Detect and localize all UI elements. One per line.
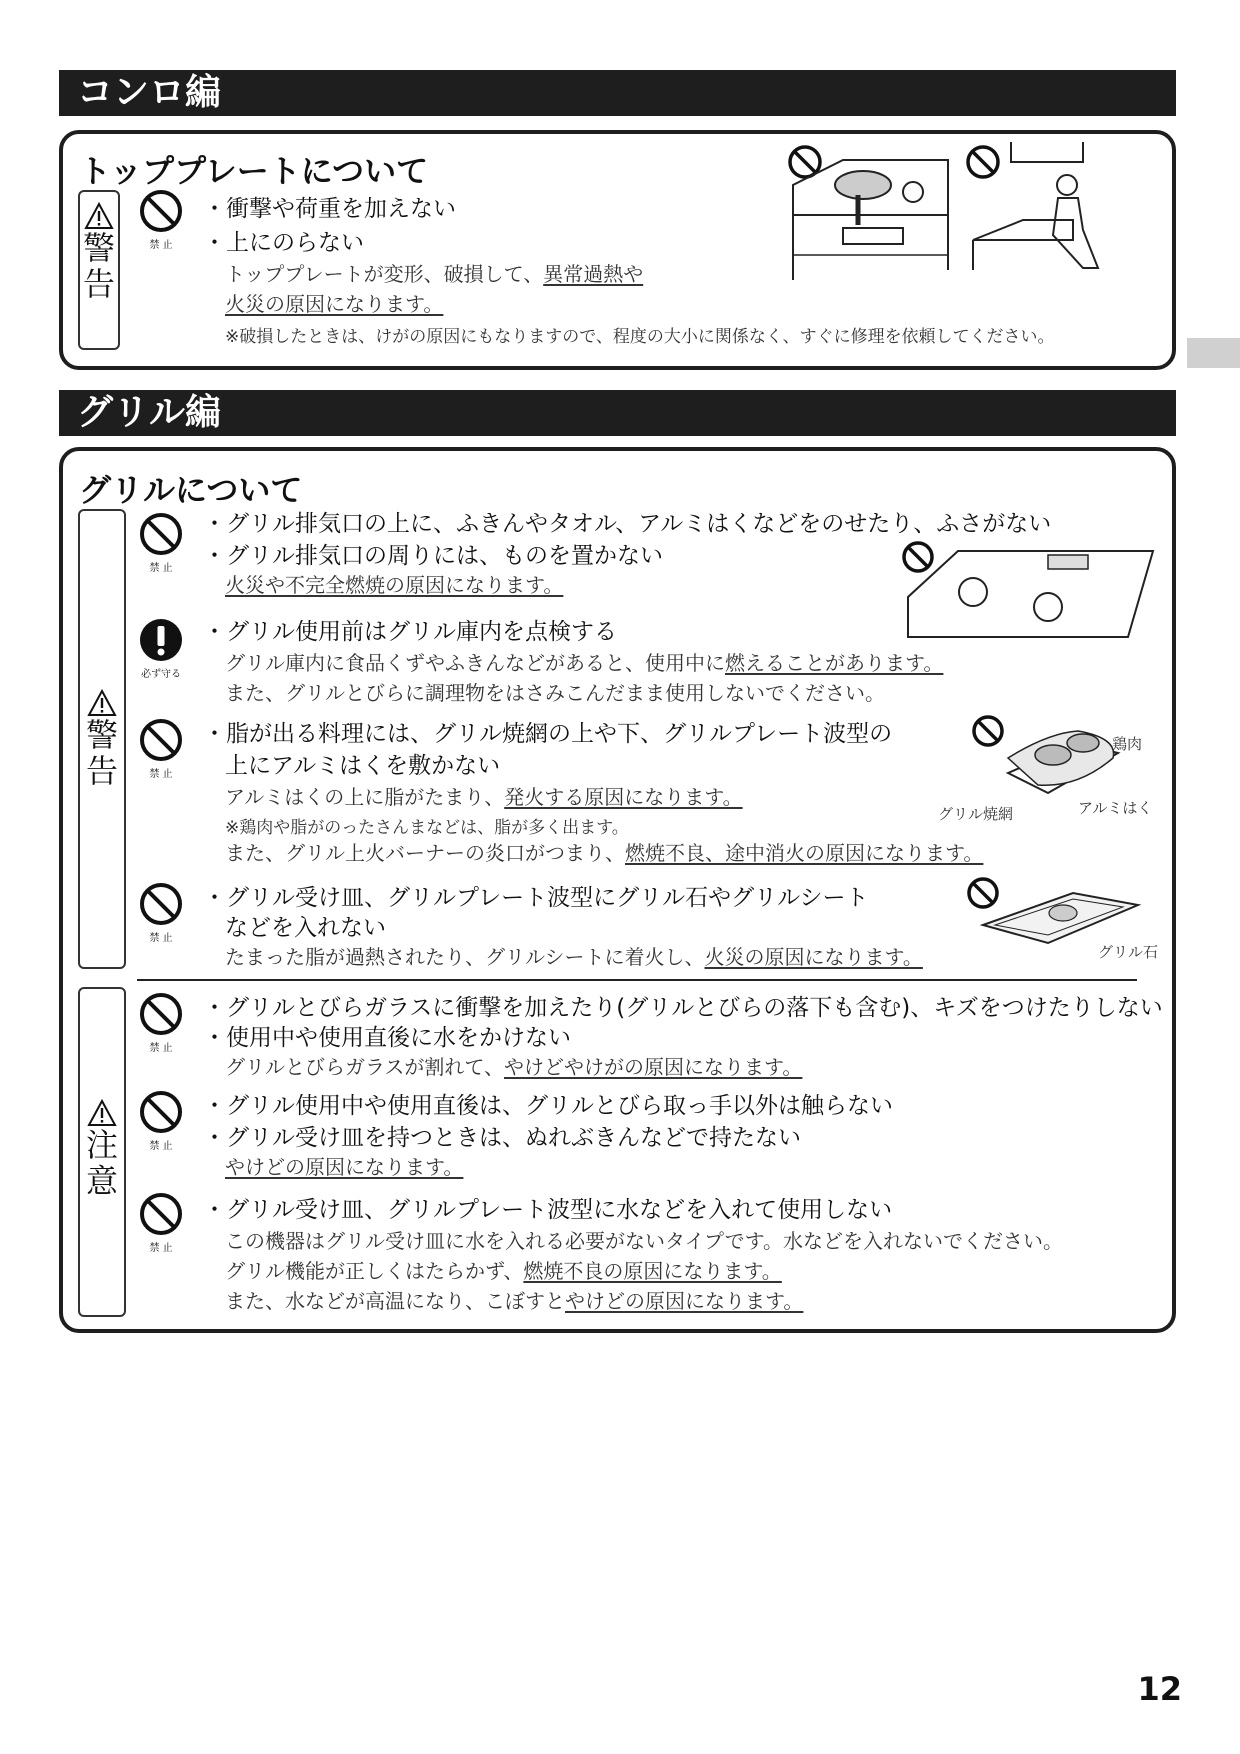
rule-heading: ・グリルとびらガラスに衝撃を加えたり(グリルとびらの落下も含む)、キズをつけたりしない (203, 995, 1163, 1021)
rule-note (225, 1285, 803, 1314)
top-plate-box (59, 130, 1176, 370)
rule-heading: ・グリル使用前はグリル庫内を点検する (203, 619, 617, 645)
caution-char-2: 意 (85, 1162, 118, 1200)
note-text: たまった脂が過熱されたり、グリルシートに着火し、 (225, 945, 705, 969)
prohibit-caption: 禁 止 (149, 1043, 173, 1054)
prohibit-symbol (131, 1089, 191, 1152)
rule-heading: ・脂が出る料理には、グリル焼網の上や下、グリルプレート波型の (203, 721, 893, 747)
section-divider (137, 979, 1137, 981)
grill-exhaust-illustration (898, 537, 1158, 647)
rule-note (225, 1051, 802, 1080)
prohibit-symbol (131, 188, 191, 251)
grill-title: グリルについて (79, 471, 303, 509)
warning-label (78, 509, 126, 969)
rule-note (225, 941, 923, 970)
caution-char-1: 注 (85, 1126, 118, 1164)
prohibit-caption: 禁 止 (149, 1141, 173, 1152)
note-underlined: 燃えることがあります。 (725, 651, 944, 675)
grill-box (59, 447, 1176, 1333)
rule-note (225, 781, 743, 810)
rule-heading: 上にアルミはくを敷かない (225, 753, 501, 779)
prohibit-icon (138, 511, 184, 557)
rule-heading: ・上にのらない (203, 230, 364, 256)
note-text: また、水などが高温になり、こぼすと (225, 1289, 565, 1313)
rule-note (225, 1255, 782, 1284)
rule-note-underlined: 火災や不完全燃焼の原因になります。 (225, 573, 564, 597)
rule-note-underlined: 火災の原因になります。 (225, 292, 444, 316)
prohibit-symbol (131, 511, 191, 574)
prohibit-caption: 禁 止 (149, 563, 173, 574)
prohibit-icon (138, 1191, 184, 1237)
prohibit-symbol (131, 991, 191, 1054)
rule-heading: ・グリル排気口の周りには、ものを置かない (203, 543, 663, 569)
must-do-caption: 必ず守る (141, 669, 181, 680)
section-header-grill: グリル編 (59, 390, 1176, 436)
section-header-konro: コンロ編 (59, 70, 1176, 116)
note-text: また、グリル上火バーナーの炎口がつまり、 (225, 841, 625, 865)
grill-tray-illustration (963, 875, 1143, 945)
prohibit-icon (138, 991, 184, 1037)
rule-note: この機器はグリル受け皿に水を入れる必要がないタイプです。水などを入れないでください。 (225, 1229, 1063, 1253)
note-underlined: 発火する原因になります。 (504, 785, 743, 809)
foil-label: アルミはく (1078, 799, 1153, 817)
prohibit-icon (138, 717, 184, 763)
grill-net-label: グリル焼網 (938, 805, 1014, 823)
rule-heading: ・グリル排気口の上に、ふきんやタオル、アルミはくなどをのせたり、ふさがない (203, 511, 1052, 537)
caution-label (78, 987, 126, 1317)
rule-note (225, 837, 983, 866)
prohibit-icon (138, 1089, 184, 1135)
prohibit-symbol (131, 881, 191, 944)
rule-heading: ・グリル受け皿、グリルプレート波型に水などを入れて使用しない (203, 1197, 893, 1223)
note-text: グリルとびらガラスが割れて、 (225, 1055, 504, 1079)
warning-char-1: 警 (85, 716, 118, 754)
note-text: グリル庫内に食品くずやふきんなどがあると、使用中に (225, 651, 725, 675)
rule-heading: ・衝撃や荷重を加えない (203, 196, 456, 222)
note-underlined: 火災の原因になります。 (704, 945, 923, 969)
warning-char-1: 警 (82, 229, 115, 267)
warning-triangle-icon (87, 689, 117, 717)
note-underlined: 異常過熱や (543, 262, 644, 286)
note-underlined: やけどやけがの原因になります。 (504, 1055, 803, 1079)
rule-heading: などを入れない (225, 915, 386, 941)
chicken-label: 鶏肉 (1112, 735, 1143, 753)
warning-char-2: 告 (85, 752, 118, 790)
rule-footnote: ※破損したときは、けがの原因にもなりますので、程度の大小に関係なく、すぐに修理を依頼してください。 (225, 327, 1055, 347)
note-underlined: 燃焼不良の原因になります。 (523, 1259, 782, 1283)
prohibit-icon (138, 188, 184, 234)
note-underlined: 燃焼不良、途中消火の原因になります。 (625, 841, 984, 865)
rule-heading: ・グリル使用中や使用直後は、グリルとびら取っ手以外は触らない (203, 1093, 893, 1119)
must-do-symbol (131, 617, 191, 680)
rule-heading: ・グリル受け皿を持つときは、ぬれぶきんなどで持たない (203, 1125, 801, 1151)
prohibit-caption: 禁 止 (149, 1243, 173, 1254)
warning-triangle-icon (84, 202, 114, 230)
warning-char-2: 告 (82, 265, 115, 303)
pan-on-topplate-illustration (783, 140, 953, 280)
rule-heading: ・使用中や使用直後に水をかけない (203, 1025, 571, 1051)
prohibit-symbol (131, 717, 191, 780)
prohibit-caption: 禁 止 (149, 240, 173, 251)
prohibit-symbol (131, 1191, 191, 1254)
rule-note (225, 647, 943, 676)
grill-stone-label: グリル石 (1098, 943, 1159, 961)
warning-triangle-icon (87, 1099, 117, 1127)
rule-note: また、グリルとびらに調理物をはさみこんだまま使用しないでください。 (225, 681, 885, 705)
note-text: トッププレートが変形、破損して、 (225, 262, 544, 286)
prohibit-caption: 禁 止 (149, 933, 173, 944)
rule-footnote: ※鶏肉や脂がのったさんまなどは、脂が多く出ます。 (225, 818, 629, 838)
person-on-topplate-illustration (963, 140, 1113, 270)
index-tab (1187, 338, 1240, 368)
prohibit-icon (138, 881, 184, 927)
foil-on-grill-net-illustration (968, 713, 1158, 798)
note-underlined: やけどの原因になります。 (565, 1289, 804, 1313)
warning-label (78, 190, 120, 350)
note-text: グリル機能が正しくはたらかず、 (225, 1259, 524, 1283)
rule-note (225, 258, 643, 287)
top-plate-title: トッププレートについて (79, 152, 429, 190)
rule-heading: ・グリル受け皿、グリルプレート波型にグリル石やグリルシート (203, 885, 869, 911)
exclamation-icon (138, 617, 184, 663)
page-number: 12 (1137, 1670, 1182, 1708)
prohibit-caption: 禁 止 (149, 769, 173, 780)
note-text: アルミはくの上に脂がたまり、 (225, 785, 505, 809)
rule-note-underlined: やけどの原因になります。 (225, 1155, 464, 1179)
